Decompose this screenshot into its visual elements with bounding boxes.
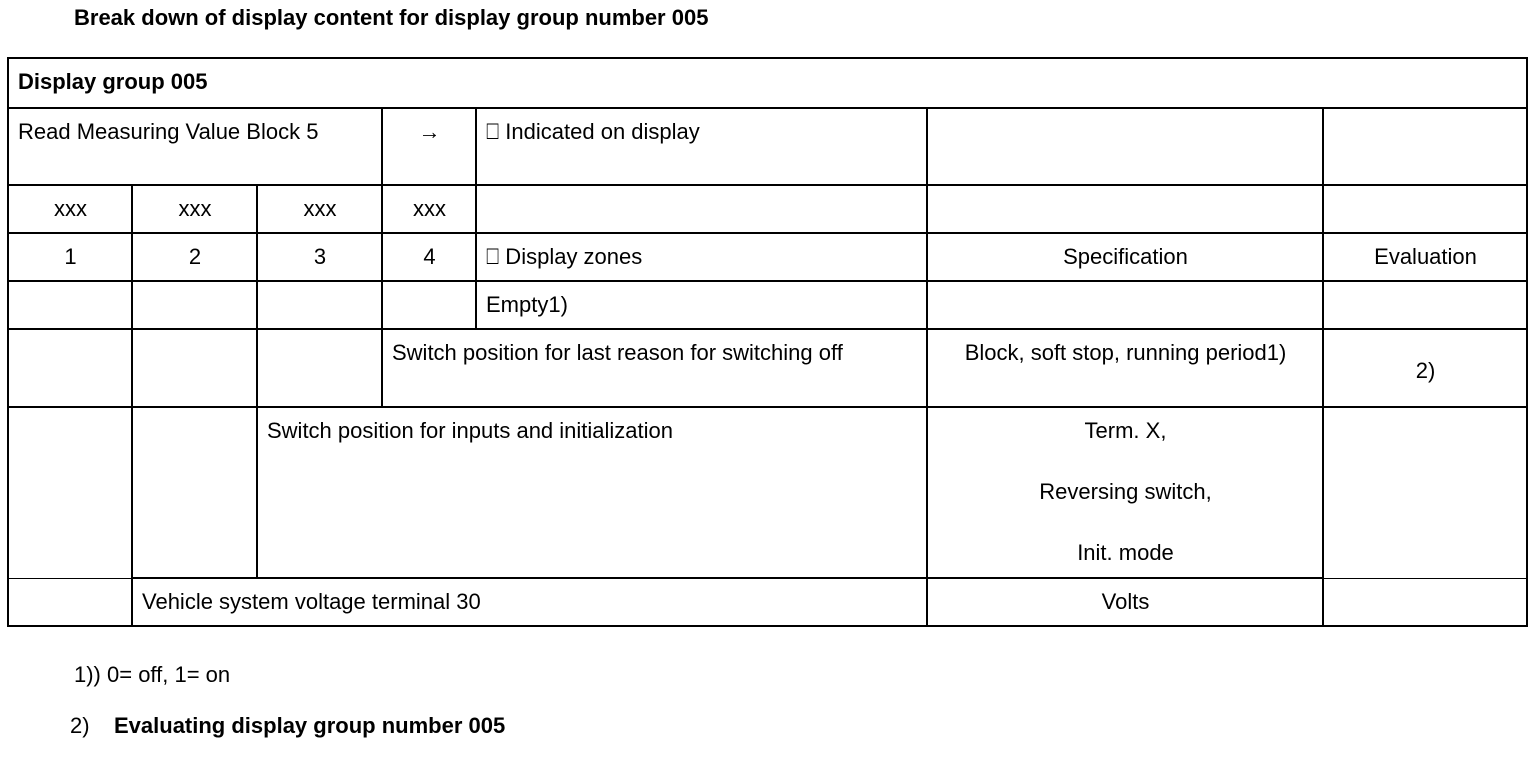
read-block-cell: Read Measuring Value Block 5	[8, 108, 382, 185]
specification-cell: Volts	[927, 578, 1323, 626]
row-label-cell: Switch position for inputs and initialization	[257, 407, 927, 578]
table-row	[8, 281, 1527, 329]
empty-cell	[8, 329, 132, 407]
table-row	[8, 233, 1527, 281]
specification-cell: Block, soft stop, running period1)	[927, 329, 1323, 407]
specification-header: Specification	[927, 233, 1323, 281]
xxx-cell: xxx	[132, 185, 257, 233]
evaluation-header: Evaluation	[1323, 233, 1527, 281]
zone-number-cell: 4	[382, 233, 476, 281]
xxx-cell: xxx	[257, 185, 382, 233]
zone-number-cell: 3	[257, 233, 382, 281]
footnote-2-text: Evaluating display group number 005	[114, 713, 506, 738]
specification-line: Term. X,	[1084, 418, 1167, 443]
row-label-cell: Empty1)	[476, 281, 927, 329]
evaluation-cell: 2)	[1323, 329, 1527, 407]
empty-cell	[382, 281, 476, 329]
zone-number-cell: 2	[132, 233, 257, 281]
table-row	[8, 58, 1527, 108]
zone-number-cell: 1	[8, 233, 132, 281]
table-row	[8, 329, 1527, 407]
evaluation-cell	[1323, 578, 1527, 626]
empty-cell	[927, 108, 1323, 185]
empty-cell	[132, 329, 257, 407]
empty-cell	[476, 185, 927, 233]
empty-cell	[1323, 185, 1527, 233]
indicated-on-display-cell: ⎕ Indicated on display	[476, 108, 927, 185]
empty-cell	[132, 281, 257, 329]
row-label-cell: Vehicle system voltage terminal 30	[132, 578, 927, 626]
arrow-cell: →	[382, 108, 476, 185]
empty-cell	[8, 281, 132, 329]
table-row	[8, 407, 1527, 578]
xxx-cell: xxx	[382, 185, 476, 233]
empty-cell	[8, 578, 132, 626]
display-zones-header: ⎕ Display zones	[476, 233, 927, 281]
evaluation-cell	[1323, 281, 1527, 329]
empty-cell	[927, 185, 1323, 233]
specification-cell	[927, 281, 1323, 329]
evaluation-cell	[1323, 407, 1527, 578]
empty-cell	[257, 329, 382, 407]
empty-cell	[132, 407, 257, 578]
table-row	[8, 578, 1527, 626]
table-row	[8, 185, 1527, 233]
table-row	[8, 108, 1527, 185]
group-title-cell: Display group 005	[8, 58, 1527, 108]
footnote-1: 1)) 0= off, 1= on	[74, 662, 231, 687]
specification-cell	[927, 407, 1323, 578]
document-heading: Break down of display content for display group number 005	[74, 5, 709, 30]
footnote-2-marker: 2)	[70, 713, 90, 738]
empty-cell	[8, 407, 132, 578]
specification-line: Reversing switch,	[1039, 479, 1212, 504]
empty-cell	[257, 281, 382, 329]
xxx-cell: xxx	[8, 185, 132, 233]
specification-line: Init. mode	[1077, 540, 1174, 565]
display-group-table	[7, 57, 1528, 627]
row-label-cell: Switch position for last reason for switching off	[382, 329, 927, 407]
footnote-2	[70, 712, 505, 740]
empty-cell	[1323, 108, 1527, 185]
